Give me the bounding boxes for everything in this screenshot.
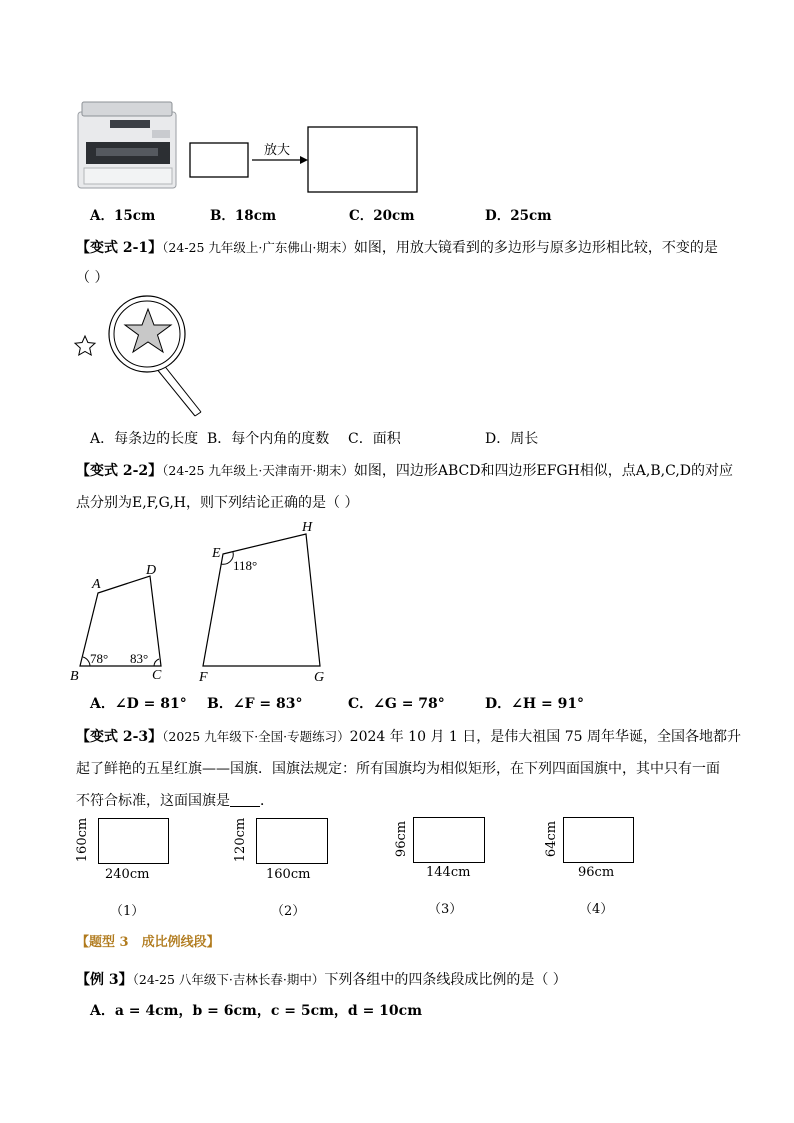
example-tag: 【例 3】: [76, 972, 133, 988]
example-3-option-a: A．a = 4cm，b = 6cm，c = 5cm，d = 10cm: [90, 1003, 423, 1019]
flag-number: （3）: [428, 902, 463, 917]
label-e: E: [212, 546, 221, 561]
variant-2-2-stem: [76, 461, 733, 481]
v22-option-c: C．∠G = 78°: [348, 696, 445, 712]
section-title: 【题型 3 成比例线段】: [76, 935, 220, 950]
example-source: （24-25 八年级下·吉林长春·期中）: [132, 972, 325, 987]
flag-rect: [98, 818, 169, 864]
variant-stem-line1: 2024 年 10 月 1 日，是伟大祖国 75 周年华诞，全国各地都升: [349, 729, 741, 745]
example-3-stem: [76, 970, 567, 990]
copier-icon: [78, 102, 176, 188]
label-f: F: [199, 670, 208, 685]
flag-height: 64cm: [544, 820, 560, 858]
copier-figure: [72, 98, 432, 196]
answer-blank: [230, 792, 260, 807]
stem-text: 不符合标准，这面国旗是: [76, 793, 230, 809]
variant-2-1-paren: （ ）: [76, 270, 109, 286]
original-rectangle: [190, 143, 248, 177]
variant-2-1-stem: [76, 238, 718, 258]
label-d: D: [146, 563, 157, 578]
flag-width: 240cm: [105, 867, 150, 882]
flag-rect: [256, 818, 328, 864]
v22-option-b: B．∠F = 83°: [207, 696, 303, 712]
flag-width: 144cm: [426, 865, 471, 880]
angle-c-label: 83°: [130, 651, 149, 666]
label-h: H: [302, 520, 313, 535]
option-b: B．18cm: [210, 208, 277, 224]
flag-width: 160cm: [266, 867, 311, 882]
variant-source: （24-25 九年级上·广东佛山·期末）: [162, 240, 354, 255]
option-d: D．25cm: [485, 208, 552, 224]
angle-e-label: 118°: [233, 558, 258, 573]
flag-1: [75, 815, 190, 925]
flag-number: （1）: [110, 904, 145, 919]
label-g: G: [314, 670, 325, 685]
magnifier-figure: [68, 292, 218, 422]
flag-rect: [563, 817, 634, 863]
quadrilaterals-figure: [66, 518, 346, 688]
flag-height: 96cm: [394, 820, 410, 858]
flag-height: 160cm: [75, 817, 91, 863]
enlarge-label: 放大: [264, 143, 291, 158]
arrow-icon: [300, 156, 308, 164]
variant-tag: 【变式 2-3】: [76, 729, 163, 745]
small-star-icon: [75, 336, 95, 355]
v21-option-c: C．面积: [348, 431, 401, 447]
flag-2: [233, 815, 348, 925]
label-c: C: [152, 668, 162, 683]
enlarged-rectangle: [308, 127, 417, 192]
variant-2-3-stem-line2: 起了鲜艳的五星红旗——国旗．国旗法规定：所有国旗均为相似矩形，在下列四面国旗中，其中只有一面: [76, 761, 720, 777]
angle-b-label: 78°: [90, 651, 109, 666]
variant-2-3-stem-line3: [76, 791, 274, 811]
variant-tag: 【变式 2-1】: [76, 240, 163, 256]
variant-2-2-stem-line2: 点分别为E,F,G,H，则下列结论正确的是（ ）: [76, 495, 359, 511]
flag-number: （2）: [271, 904, 306, 919]
v22-option-d: D．∠H = 91°: [485, 696, 585, 712]
label-b: B: [70, 669, 79, 684]
variant-source: （24-25 九年级上·天津南开·期末）: [162, 463, 354, 478]
flag-number: （4）: [579, 902, 614, 917]
option-c: C．20cm: [349, 208, 415, 224]
example-stem: 下列各组中的四条线段成比例的是（ ）: [324, 972, 567, 988]
v22-option-a: A．∠D = 81°: [90, 696, 187, 712]
variant-stem-line1: 如图，四边形ABCD和四边形EFGH相似，点A,B,C,D的对应: [353, 463, 733, 479]
flag-3: [395, 815, 505, 925]
flag-width: 96cm: [578, 865, 615, 880]
option-a: A．15cm: [90, 208, 156, 224]
v21-option-d: D．周长: [485, 431, 539, 447]
v21-option-b: B．每个内角的度数: [207, 431, 330, 447]
flag-4: [545, 815, 655, 925]
v21-option-a: A．每条边的长度: [90, 431, 199, 447]
flag-rect: [413, 817, 485, 863]
variant-stem: 如图，用放大镜看到的多边形与原多边形相比较，不变的是: [353, 240, 718, 256]
variant-source: （2025 九年级下·全国·专题练习）: [162, 729, 350, 744]
variant-2-3-stem: [76, 727, 741, 747]
flag-height: 120cm: [233, 817, 249, 863]
label-a: A: [92, 577, 101, 592]
variant-tag: 【变式 2-2】: [76, 463, 163, 479]
stem-end: ．: [260, 793, 274, 809]
